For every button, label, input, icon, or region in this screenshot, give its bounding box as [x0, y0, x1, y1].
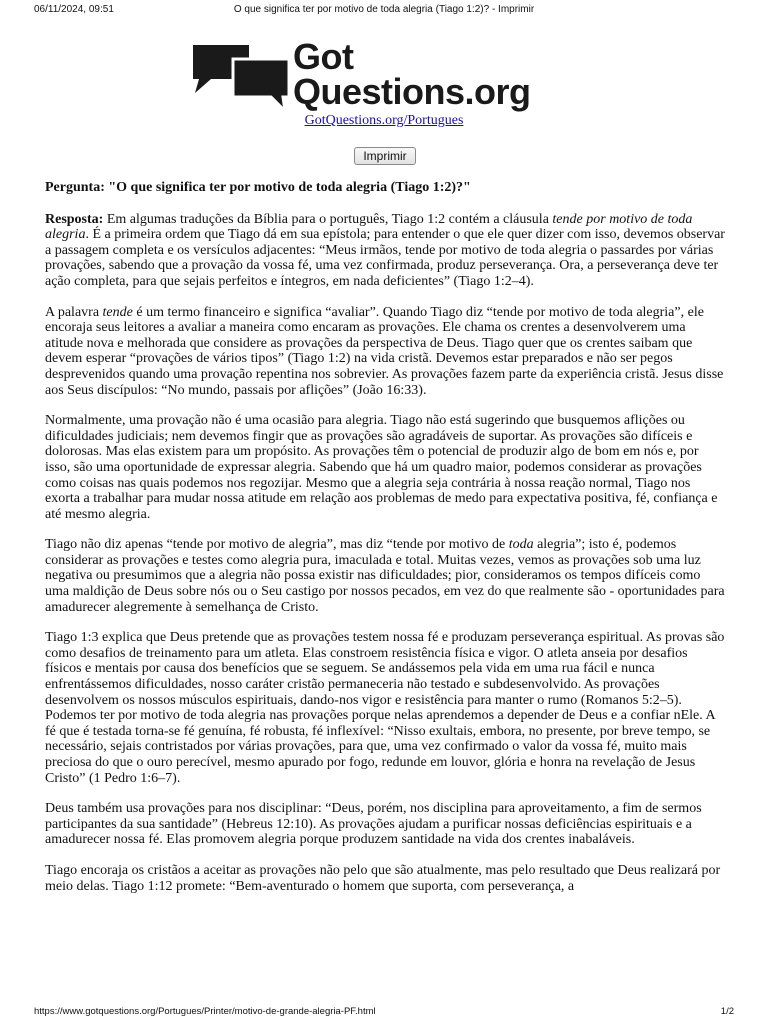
- answer-paragraph-3: Normalmente, uma provação não é uma ocasião para alegria. Tiago não está sugerindo que busquemos aflições ou dificuldades judiciais; nem devemos fingir que as provações são agradáveis de suportar. As provações são difíceis e dolorosas. Mas elas existem para um propósito. As provações têm o potencial de produzir algo de bom em nós e, por isso, são uma oportunidade de expressar alegria. Sabendo que há um quadro maior, podemos considerar as provações como coisas nas quais podemos nos regozijar. Mesmo que a alegria seja contrária à nossa reação normal, Tiago nos exorta a trabalhar para mudar nossa atitude em relação aos problemas de medo para expectativa positiva, fé, confiança e até mesmo alegria.: [45, 413, 718, 522]
- answer-p2-part-a: A palavra: [45, 304, 100, 320]
- logo-wordmark: [293, 36, 531, 112]
- answer-paragraph-5: Tiago 1:3 explica que Deus pretende que as provações testem nossa fé e produzam perseverança espiritual. As provas são como desafios de treinamento para um atleta. Elas constroem resistência física e vigor. O atleta anseia por desafios físicos e mentais por causa dos benefícios que se seguem. Se andássemos pela vida em uma rua fácil e nunca enfrentássemos dificuldades, nosso caráter cristão permaneceria não testado e subdesenvolvido. As provações desenvolvem os nossos músculos espirituais, dando-nos vigor e resistência para manter o rumo (Romanos 5:2–5). Podemos ter por motivo de toda alegria nas provações porque nelas aprendemos a depender de Deus e a confiar nEle. A fé que é testada torna-se fé genuína, fé robusta, fé inflexível: “Nisso exultais, embora, no presente, por breve tempo, se necessário, sejais contristados por várias provações, para que, uma vez confirmado o valor da vossa fé, muito mais preciosa do que o ouro perecível, mesmo apurado por fogo, redunde em louvor, glória e honra na revelação de Jesus Cristo” (1 Pedro 1:6–7).: [45, 630, 725, 786]
- answer-p1-emphasis: tende por motivo de toda alegria: [45, 211, 693, 243]
- print-date: 06/11/2024, 09:51: [34, 4, 114, 15]
- speech-bubbles-icon: [191, 41, 291, 113]
- print-button[interactable]: Imprimir: [354, 147, 416, 165]
- logo-line-2: Questions.org: [293, 71, 531, 112]
- answer-paragraph-4: [45, 537, 725, 615]
- answer-p4-emphasis: toda: [508, 537, 534, 553]
- print-document-title: O que significa ter por motivo de toda alegria (Tiago 1:2)? - Imprimir: [233, 4, 535, 15]
- answer-paragraph-2: [45, 305, 725, 399]
- answer-paragraph-7: Tiago encoraja os cristãos a aceitar as provações não pelo que são atualmente, mas pelo resultado que Deus realizará por meio delas. Tiago 1:12 promete: “Bem-aventurado o homem que suporta, com perseverança, a: [45, 862, 721, 894]
- answer-p1-part-b: . É a primeira ordem que Tiago dá em sua epístola; para entender o que ele quer dizer com isso, devemos observar a passagem completa e os versículos adjacentes: “Meus irmãos, tende por motivo de toda alegria o passardes por várias provações, sabendo que a provação da vossa fé, uma vez confirmada, produz perseverança. Ora, a perseverança deve ter ação completa, para que sejais perfeitos e íntegros, em nada deficientes” (Tiago 1:2–4).: [45, 227, 725, 289]
- print-footer: [34, 1006, 734, 1020]
- question-heading: [45, 180, 725, 196]
- site-link[interactable]: GotQuestions.org/Portugues: [304, 113, 464, 128]
- answer-p2-part-b: é um termo financeiro e significa “avaliar”. Quando Tiago diz “tende por motivo de toda alegria”, ele encoraja seus leitores a avaliar a maneira como encaram as provações. Ele chama os crentes a desenvolverem uma atitude nova e melhorada que considere as provações da perspectiva de Deus. Tiago quer que os crentes saibam que devem esperar “provações de vários tipos” (Tiago 1:2) na vida cristã. Devemos estar preparados e não ser pegos desprevenidos quando uma provação repentina nos sobrevier. As provações fazem parte da experiência cristã. Jesus disse aos Seus discípulos: “No mundo, passais por aflições” (João 16:33).: [45, 304, 724, 398]
- answer-p4-part-a: Tiago não diz apenas “tende por motivo de alegria”, mas diz “tende por motivo de: [45, 537, 506, 553]
- site-link-row: [0, 113, 768, 129]
- article-content: [45, 180, 725, 909]
- content-viewport: [0, 180, 768, 988]
- answer-p2-emphasis: tende: [102, 304, 133, 320]
- answer-paragraph-1: [45, 212, 725, 290]
- print-url: https://www.gotquestions.org/Portugues/Printer/motivo-de-grande-alegria-PF.html: [34, 1006, 376, 1017]
- gotquestions-logo: [191, 36, 581, 113]
- logo-line-1: Got: [293, 36, 354, 77]
- answer-p4-part-b: alegria”; isto é, podemos considerar as provações e testes como alegria pura, imaculada e total. Muitas vezes, vemos as provações sob uma luz negativa ou presumimos que a alegria não possa existir nas dificuldades; pior, consideramos os tempos difíceis como uma maldição de Deus sobre nós ou o Seu castigo por nossos pecados, em vez do que realmente são - oportunidades para amadurecer alegremente à semelhança de Cristo.: [45, 537, 725, 615]
- answer-p1-part-a: Em algumas traduções da Bíblia para o português, Tiago 1:2 contém a cláusula: [106, 211, 549, 227]
- question-text: "O que significa ter por motivo de toda alegria (Tiago 1:2)?": [108, 180, 471, 195]
- answer-label: Resposta:: [45, 211, 104, 227]
- answer-paragraph-6: Deus também usa provações para nos disciplinar: “Deus, porém, nos disciplina para aproveitamento, a fim de sermos participantes da sua santidade” (Hebreus 12:10). As provações ajudam a purificar nossas deficiências espirituais e a amadurecer nossa fé. Elas promovem alegria porque produzem santidade na vida dos crentes inabaláveis.: [45, 801, 702, 848]
- page-number: 1/2: [720, 1006, 734, 1017]
- question-label: Pergunta:: [45, 180, 105, 195]
